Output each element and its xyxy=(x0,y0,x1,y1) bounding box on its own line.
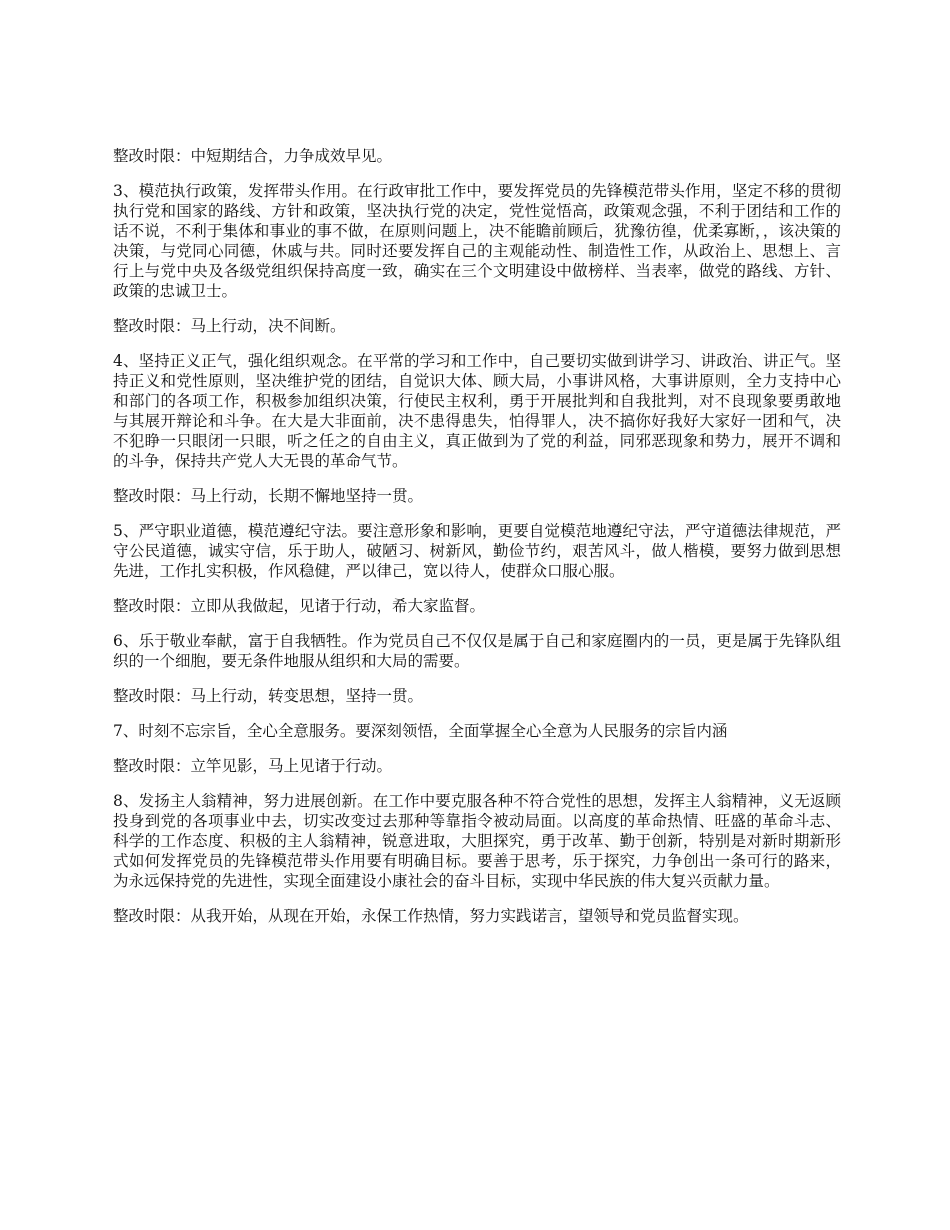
item-paragraph-3: 3、模范执行政策，发挥带头作用。在行政审批工作中，要发挥党员的先锋模范带头作用，坚定不移的贯彻执行党和国家的路线、方针和政策，坚决执行党的决定，党性觉悟高，政策观念强，不利于团结和工作的话不说，不利于集体和事业的事不做，在原则问题上，决不能瞻前顾后，犹豫彷徨，优柔寡断，，该决策的决策，与党同心同德，休戚与共。同时还要发挥自己的主观能动性、制造性工作，从政治上、思想上、言行上与党中央及各级党组织保持高度一致，确实在三个文明建设中做榜样、当表率，做党的路线、方针、政策的忠诚卫士。 xyxy=(113,182,841,300)
item-paragraph-4: 4、坚持正义正气，强化组织观念。在平常的学习和工作中，自己要切实做到讲学习、讲政治、讲正气。坚持正义和党性原则，坚决维护党的团结，自觉识大体、顾大局，小事讲风格，大事讲原则，全力支持中心和部门的各项工作，积极参加组织决策，行使民主权利，勇于开展批判和自我批判，对不良现象要勇敢地与其展开辩论和斗争。在大是大非面前，决不患得患失，怕得罪人，决不搞你好我好大家好一团和气，决不犯睁一只眼闭一只眼，听之任之的自由主义，真正做到为了党的利益，同邪恶现象和势力，展开不调和的斗争，保持共产党人大无畏的革命气节。 xyxy=(113,352,841,470)
item-paragraph-5: 5、严守职业道德，模范遵纪守法。要注意形象和影响，更要自觉模范地遵纪守法，严守道德法律规范，严守公民道德，诚实守信，乐于助人，破陋习、树新风，勤俭节约，艰苦风斗，做人楷模，要努力做到思想先进，工作扎实积极，作风稳健，严以律己，宽以待人，使群众口服心服。 xyxy=(113,522,841,580)
document-body xyxy=(113,146,841,941)
deadline-paragraph: 整改时限：马上行动，转变思想，坚持一贯。 xyxy=(113,687,424,705)
deadline-paragraph: 整改时限：马上行动，长期不懈地坚持一贯。 xyxy=(113,487,424,505)
item-paragraph-7: 7、时刻不忘宗旨，全心全意服务。要深刻领悟，全面掌握全心全意为人民服务的宗旨内涵 xyxy=(113,722,728,740)
deadline-paragraph: 整改时限：马上行动，决不间断。 xyxy=(113,317,346,335)
deadline-paragraph: 整改时限：立即从我做起，见诸于行动，希大家监督。 xyxy=(113,597,486,615)
item-paragraph-8: 8、发扬主人翁精神，努力进展创新。在工作中要克服各种不符合党性的思想，发挥主人翁精神，义无返顾投身到党的各项事业中去，切实改变过去那种等靠指令被动局面。以高度的革命热情、旺盛的革命斗志、科学的工作态度、积极的主人翁精神，锐意进取，大胆探究，勇于改革、勤于创新，特别是对新时期新形式如何发挥党员的先锋模范带头作用要有明确目标。要善于思考，乐于探究，力争创出一条可行的路来，为永远保持党的先进性，实现全面建设小康社会的奋斗目标，实现中华民族的伟大复兴贡献力量。 xyxy=(113,792,841,890)
deadline-paragraph: 整改时限：中短期结合，力争成效早见。 xyxy=(113,147,393,165)
deadline-paragraph: 整改时限：从我开始，从现在开始，永保工作热情，努力实践诺言，望领导和党员监督实现。 xyxy=(113,907,749,925)
item-paragraph-6: 6、乐于敬业奉献，富于自我牺牲。作为党员自己不仅仅是属于自己和家庭圈内的一员，更是属于先锋队组织的一个细胞，要无条件地服从组织和大局的需要。 xyxy=(113,632,841,670)
deadline-paragraph: 整改时限：立竿见影，马上见诸于行动。 xyxy=(113,757,393,775)
